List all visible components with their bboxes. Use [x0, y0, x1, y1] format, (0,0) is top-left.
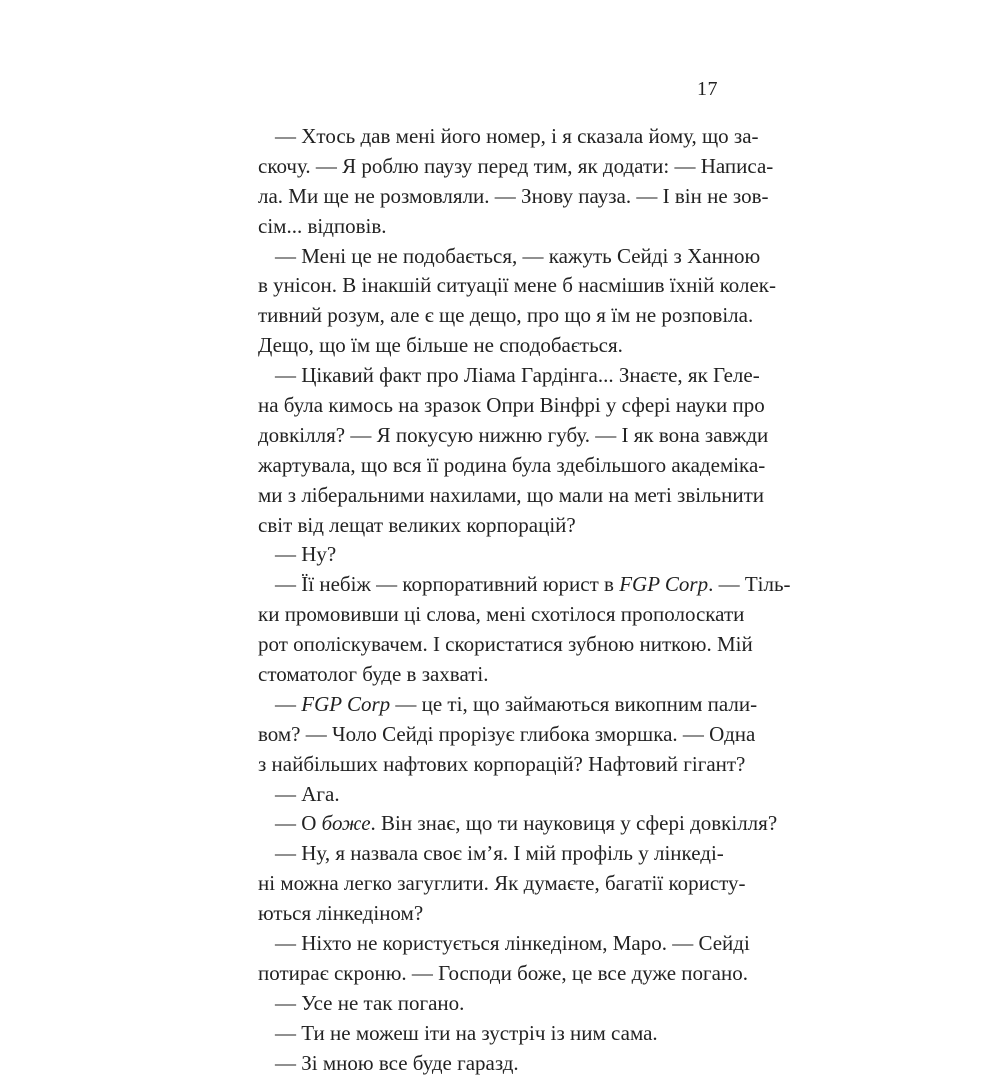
text-line: — Ага.: [275, 781, 340, 806]
text-line: — Зі мною все буде гаразд.: [275, 1050, 519, 1075]
text-line: стоматолог буде в захваті.: [258, 662, 489, 687]
text-line: довкілля? — Я покусую нижню губу. — І як вона завжди: [258, 422, 769, 447]
text-fragment: — Її небіж — корпоративний юрист в: [275, 572, 620, 597]
company-name: FGP Corp: [301, 691, 391, 716]
text-line: — Усе не так погано.: [275, 990, 465, 1015]
text-line: [258, 570, 791, 600]
text-fragment: —: [275, 691, 302, 716]
text-fragment: — це ті, що займаються викопним пали-: [390, 691, 758, 716]
text-line: — Ніхто не користується лінкедіном, Маро. — Сейді: [275, 931, 750, 956]
emphasis-word: боже: [321, 811, 371, 836]
text-line: сім... відповів.: [258, 213, 387, 238]
text-line: — Хтось дав мені його номер, і я сказала йому, що за-: [275, 124, 759, 148]
text-line: Дещо, що їм ще більше не сподобається.: [258, 333, 623, 358]
company-name: FGP Corp: [619, 572, 709, 597]
text-line: ки промовивши ці слова, мені схотілося прополоскати: [258, 602, 745, 627]
text-line: ються лінкедіном?: [258, 901, 424, 926]
text-line: ми з ліберальними нахилами, що мали на меті звільнити: [258, 482, 765, 507]
text-line: жартувала, що вся її родина була здебільшого академіка-: [258, 452, 766, 477]
text-line: з найбільших нафтових корпорацій? Нафтовий гігант?: [258, 751, 746, 776]
text-line: ла. Ми ще не розмовляли. — Знову пауза. — І він не зов-: [258, 183, 769, 208]
body-text: [258, 122, 791, 1079]
text-fragment: . — Тіль-: [708, 572, 791, 597]
text-fragment: — О: [275, 811, 322, 836]
text-line: [258, 809, 778, 839]
text-line: — Ну?: [275, 542, 337, 567]
text-line: потирає скроню. — Господи боже, це все дуже погано.: [258, 960, 748, 985]
text-line: — Цікавий факт про Ліама Гардінга... Знаєте, як Гелe-: [275, 363, 760, 388]
text-line: ні можна легко загуглити. Як думаєте, багатії користу-: [258, 871, 746, 896]
text-fragment: . Він знає, що ти науковиця у сфері довкілля?: [370, 811, 778, 836]
page-number: 17: [697, 78, 718, 100]
text-line: скочу. — Я роблю паузу перед тим, як додати: — Написа-: [258, 153, 774, 178]
text-line: рот ополіскувачем. І скористатися зубною ниткою. Мій: [258, 632, 753, 657]
text-line: — Мені це не подобається, — кажуть Сейді з Ханною: [275, 243, 761, 268]
text-line: тивний розум, але є ще дещо, про що я їм не розповіла.: [258, 303, 754, 328]
text-line: — Ну, я назвала своє ім’я. І мій профіль у лінкеді-: [275, 841, 724, 866]
text-line: на була кимось на зразок Опри Вінфрі у сфері науки про: [258, 393, 765, 418]
text-line: — Ти не можеш іти на зустріч із ним сама.: [275, 1020, 658, 1045]
text-line: в унісон. В інакшій ситуації мене б насмішив їхній колек-: [258, 273, 776, 298]
text-line: світ від лещат великих корпорацій?: [258, 512, 576, 537]
text-line: [258, 690, 758, 720]
text-line: вом? — Чоло Сейді прорізує глибока зморшка. — Одна: [258, 721, 756, 746]
